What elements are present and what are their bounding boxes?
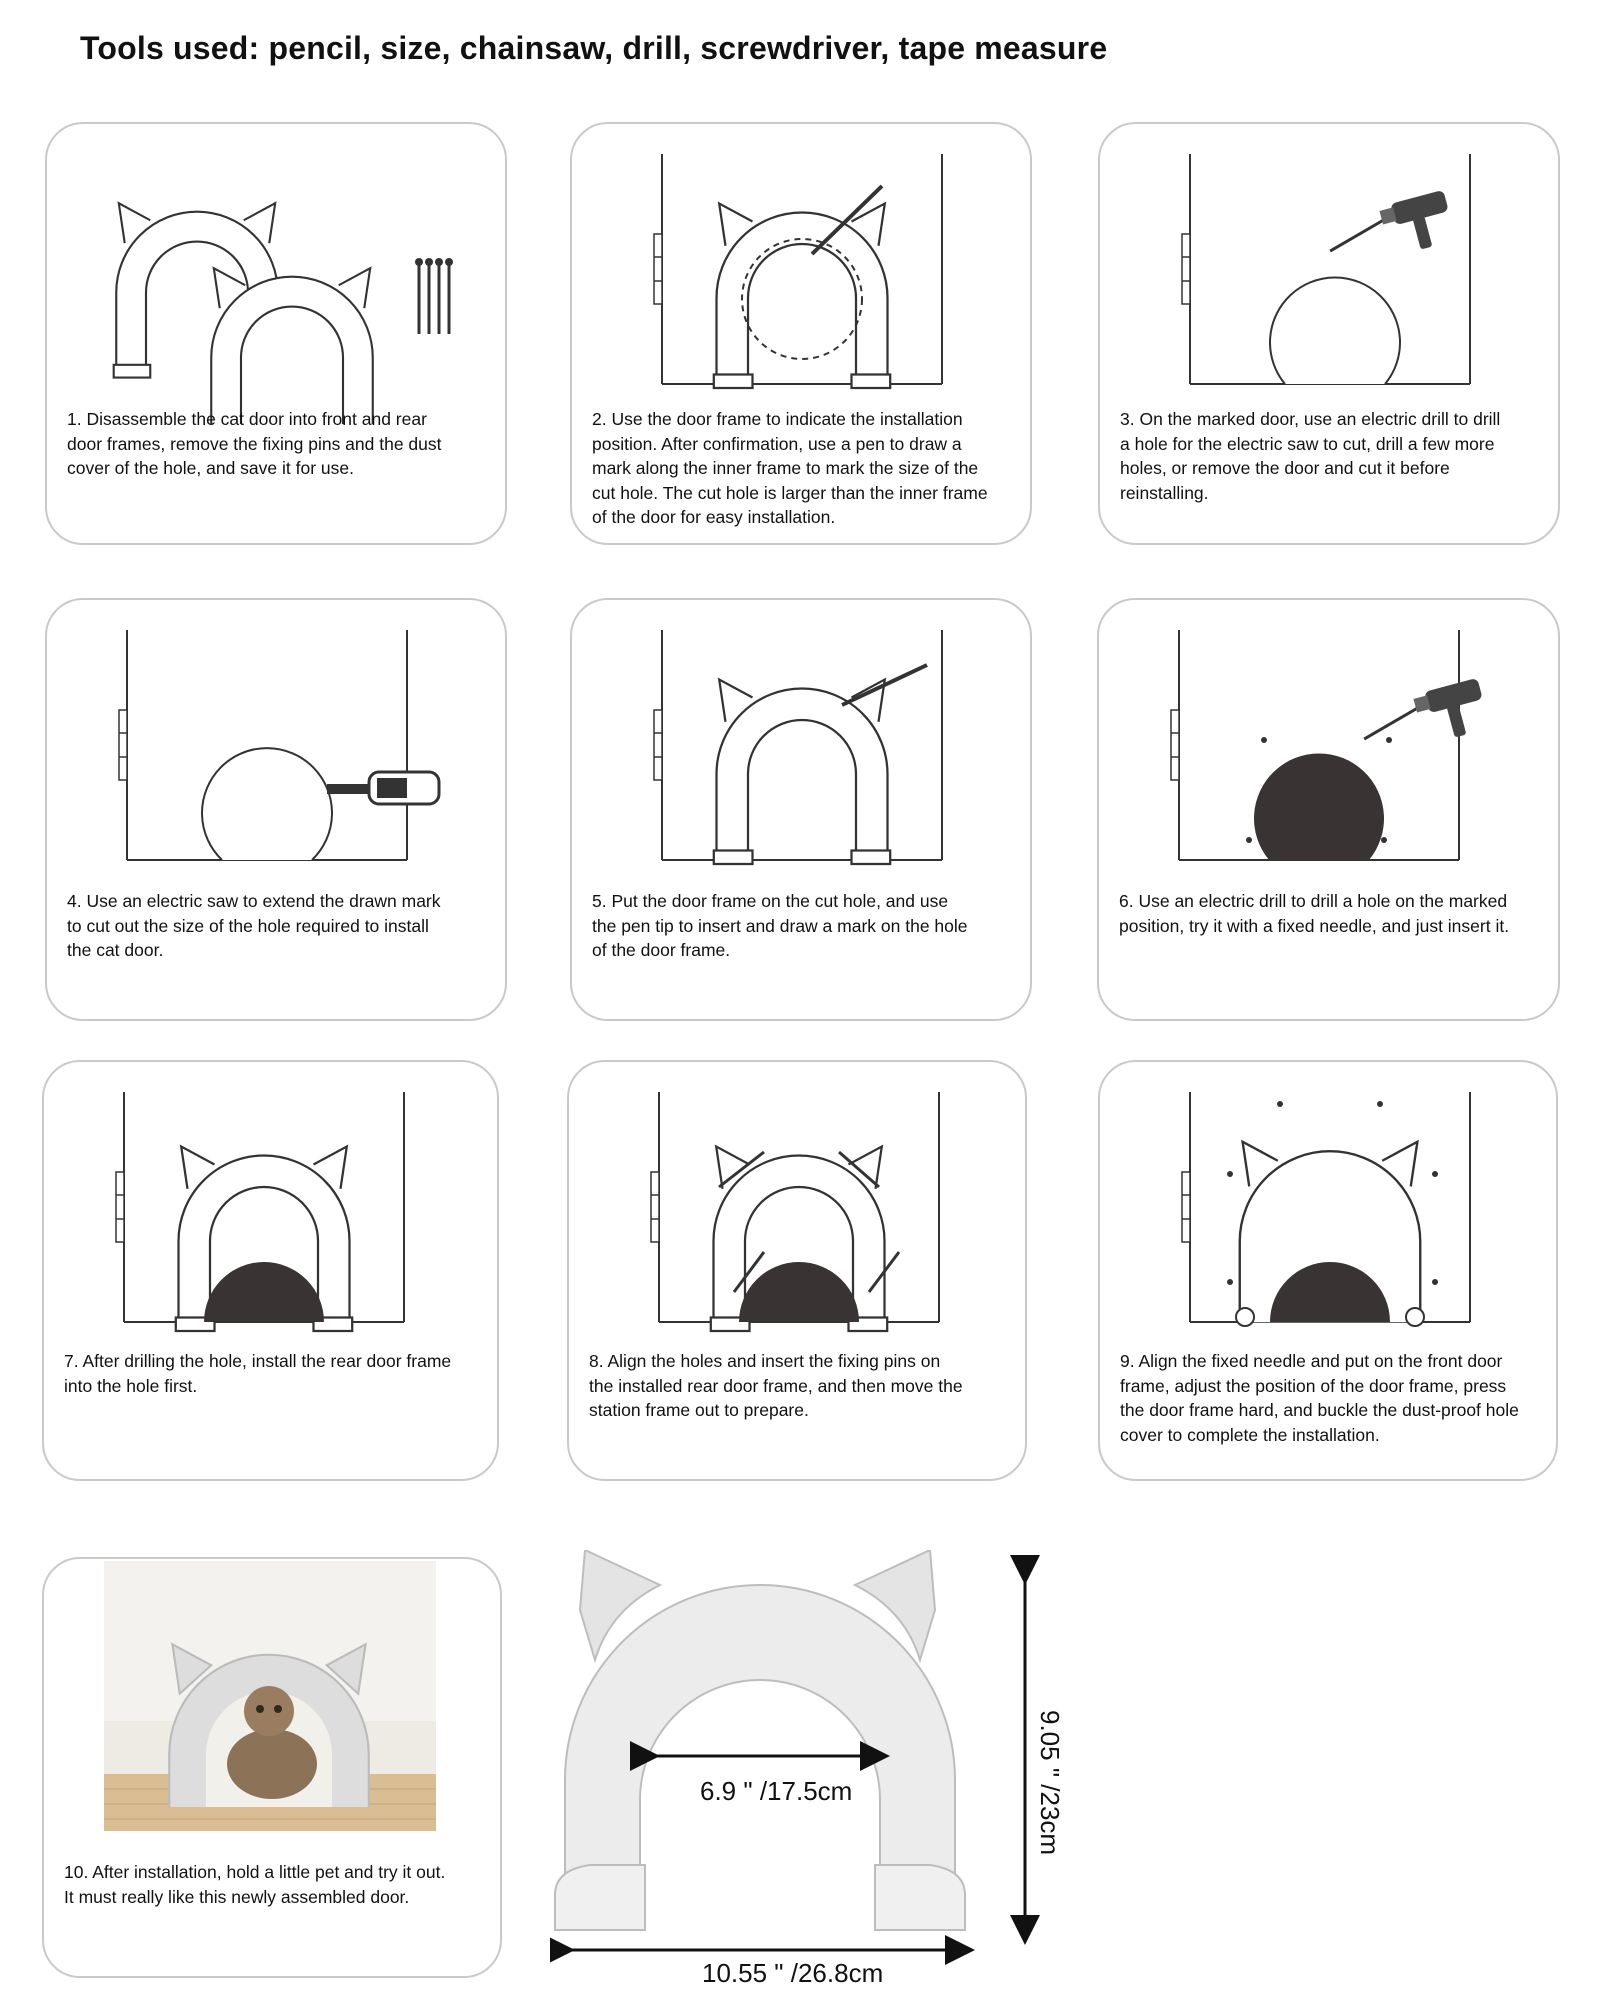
page-title: Tools used: pencil, size, chainsaw, drill, screwdriver, tape measure (80, 30, 1108, 66)
step-7-illustration (44, 1062, 501, 1362)
step-caption: 3. On the marked door, use an electric drill to drill a hole for the electric saw to cut, drill a few more holes, or remove the door and cut it before reinstalling. (1120, 409, 1501, 503)
cat-door-product (555, 1550, 965, 1930)
step-2-illustration (572, 124, 1034, 424)
step-card-3 (1098, 122, 1560, 545)
step-card-9 (1098, 1060, 1558, 1481)
step-caption: 4. Use an electric saw to extend the drawn mark to cut out the size of the hole required to install the cat door. (67, 891, 441, 960)
height-label: 9.05 " /23cm (1035, 1710, 1065, 1856)
step-8-illustration (569, 1062, 1029, 1362)
inner-width-label: 6.9 " /17.5cm (700, 1776, 853, 1806)
step-1-illustration (47, 124, 509, 424)
step-card-8 (567, 1060, 1027, 1481)
cat-head (244, 1686, 294, 1736)
step-card-2 (570, 122, 1032, 545)
step-4-illustration (47, 600, 509, 900)
step-3-illustration (1100, 124, 1562, 424)
step-caption: 2. Use the door frame to indicate the installation position. After confirmation, use a pen to draw a mark along the inner frame to mark the size of the cut hole. The cut hole is larger than the inner frame of the door for easy installation. (592, 409, 988, 527)
step-caption: 7. After drilling the hole, install the rear door frame into the hole first. (64, 1351, 452, 1396)
step-caption: 8. Align the holes and insert the fixing pins on the installed rear door frame, and then move the station frame out to prepare. (589, 1351, 963, 1420)
step-caption: 5. Put the door frame on the cut hole, and use the pen tip to insert and draw a mark on the hole of the door frame. (592, 891, 968, 960)
step-caption: 9. Align the fixed needle and put on the front door frame, adjust the position of the door frame, press the door frame hard, and buckle the dust-proof hole cover to complete the installation. (1120, 1351, 1519, 1445)
step-caption: 10. After installation, hold a little pet and try it out. It must really like this newly assembled door. (64, 1862, 446, 1907)
step-card-10 (42, 1557, 502, 1978)
drill-icon (1322, 190, 1456, 273)
step-caption: 6. Use an electric drill to drill a hole on the marked position, try it with a fixed needle, and just insert it. (1119, 891, 1510, 936)
step-card-7 (42, 1060, 499, 1481)
outer-width-label: 10.55 " /26.8cm (702, 1958, 884, 1988)
installed-door-photo (44, 1559, 504, 1859)
step-card-4 (45, 598, 507, 1021)
drill-icon (1356, 678, 1490, 761)
step-9-illustration (1100, 1062, 1560, 1362)
step-card-6 (1097, 598, 1560, 1021)
chainsaw-icon (327, 772, 439, 804)
step-card-5 (570, 598, 1032, 1021)
pins-icon (415, 258, 453, 334)
product-dimension-diagram (550, 1550, 1070, 1990)
step-5-illustration (572, 600, 1034, 900)
step-caption: 1. Disassemble the cat door into front and rear door frames, remove the fixing pins and the dust cover of the hole, and save it for use. (67, 409, 442, 478)
step-card-1 (45, 122, 507, 545)
step-6-illustration (1099, 600, 1561, 900)
pen-icon (842, 665, 927, 705)
cat-body (227, 1729, 317, 1799)
